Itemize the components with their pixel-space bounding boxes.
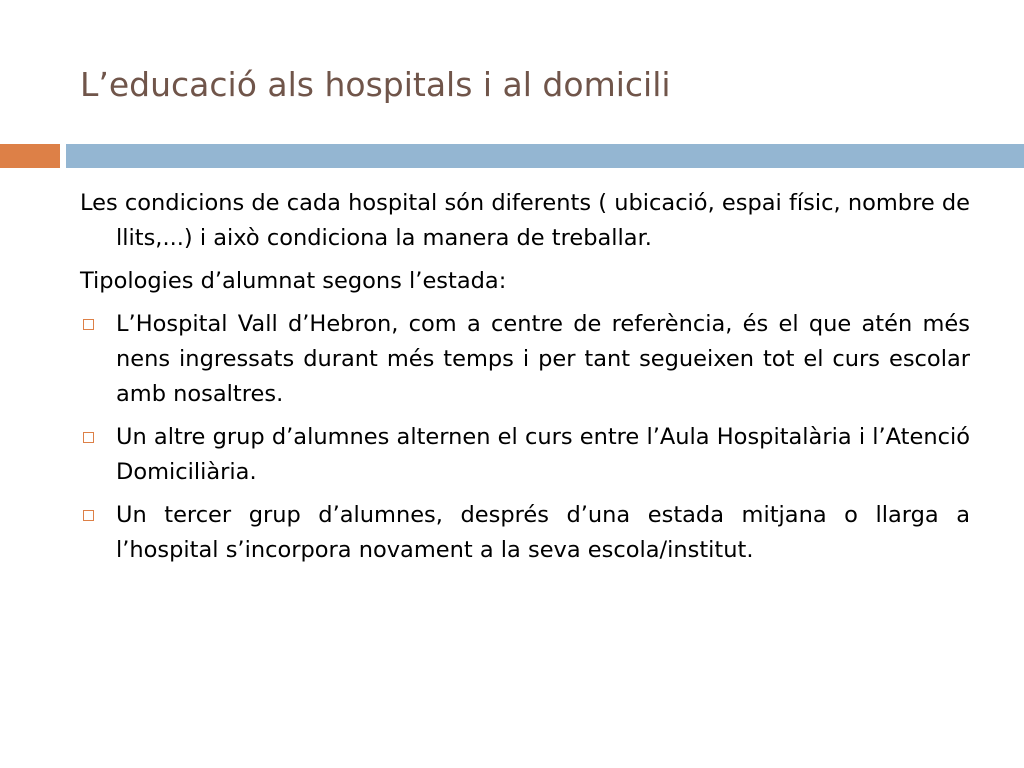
paragraph-typologies: Tipologies d’alumnat segons l’estada: — [80, 268, 507, 294]
bullet-item — [80, 498, 970, 568]
accent-bar-orange — [0, 144, 60, 168]
accent-bar-blue — [66, 144, 1024, 168]
bullet-text: L’Hospital Vall d’Hebron, com a centre de referència, és el que atén més nens ingressats durant més temps i per tant segueixen tot el curs escolar amb nosaltres. — [116, 311, 970, 407]
bullet-text: Un altre grup d’alumnes alternen el curs entre l’Aula Hospitalària i l’Atenció Domiciliària. — [116, 424, 970, 485]
slide-content — [80, 186, 970, 576]
bullet-item — [80, 420, 970, 490]
bullet-item — [80, 307, 970, 412]
bullet-text: Un tercer grup d’alumnes, després d’una estada mitjana o llarga a l’hospital s’incorpora novament a la seva escola/institut. — [116, 502, 970, 563]
checkbox-square-icon — [83, 432, 94, 443]
checkbox-square-icon — [83, 510, 94, 521]
paragraph-conditions: Les condicions de cada hospital són diferents ( ubicació, espai físic, nombre de llits,...) i això condiciona la manera de treballar. — [80, 190, 970, 251]
checkbox-square-icon — [83, 319, 94, 330]
slide-title: L’educació als hospitals i al domicili — [80, 65, 671, 104]
